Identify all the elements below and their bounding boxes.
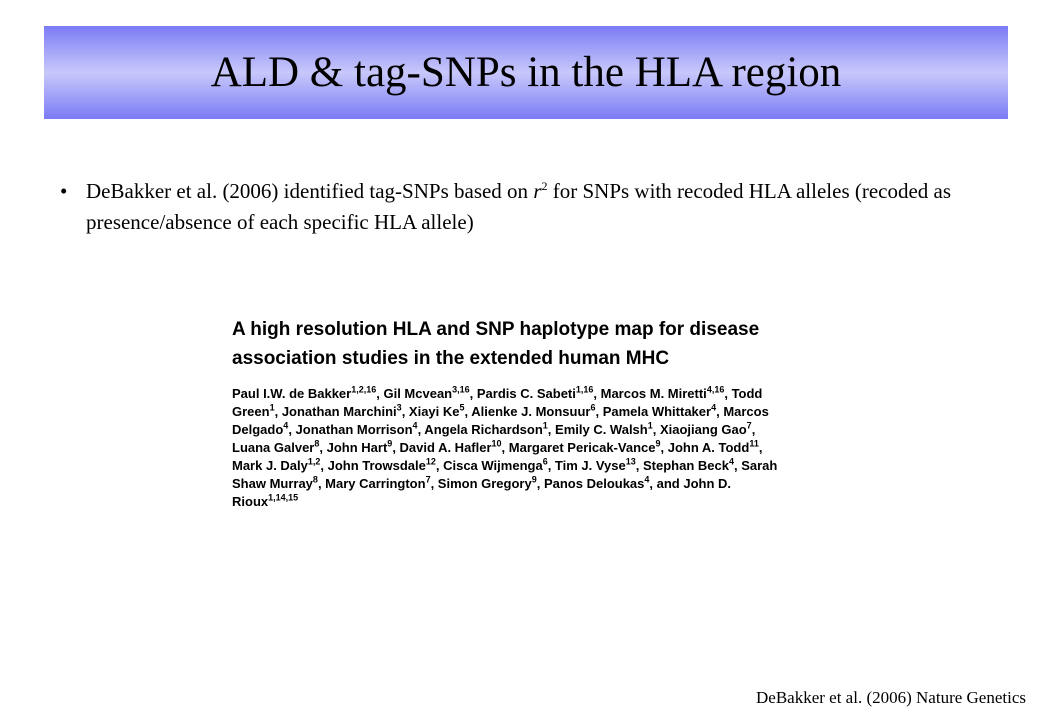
author-name: , Mary Carrington [317, 476, 426, 491]
affiliation-number: 1 [647, 420, 653, 431]
r-symbol: r [533, 179, 542, 203]
paper-title-line: association studies in the extended human MHC [232, 348, 670, 369]
affiliation-number: 13 [625, 456, 636, 467]
affiliation-number: 7 [746, 420, 752, 431]
bullet-point [60, 176, 1000, 238]
affiliation-number: 11 [749, 438, 759, 449]
paper-title [232, 315, 932, 373]
author-line [232, 493, 932, 511]
author-list [232, 385, 932, 511]
author-name: , Jonathan Morrison [288, 422, 413, 437]
affiliation-number: 9 [387, 438, 393, 449]
author-name: , John A. Todd [660, 440, 750, 455]
author-name: , Xiaojiang Gao [652, 422, 747, 437]
affiliation-number: 9 [531, 474, 537, 485]
author-name: Shaw Murray [232, 476, 313, 491]
affiliation-number: 5 [459, 402, 465, 413]
affiliation-number: 9 [655, 438, 661, 449]
author-name: , Tim J. Vyse [547, 458, 626, 473]
affiliation-number: 1,2,16 [351, 384, 377, 395]
author-name: Green [232, 404, 270, 419]
author-name: Rioux [232, 494, 269, 509]
author-name: , Jonathan Marchini [274, 404, 397, 419]
bullet-text-before: DeBakker et al. (2006) identified tag-SNPs based on [86, 179, 534, 203]
affiliation-number: 1,16 [575, 384, 594, 395]
affiliation-number: 6 [590, 402, 596, 413]
author-name: , David A. Hafler [392, 440, 492, 455]
author-name: Paul I.W. de Bakker [232, 386, 352, 401]
affiliation-number: 4 [283, 420, 289, 431]
author-line [232, 421, 932, 439]
author-name: Luana Galver [232, 440, 315, 455]
bullet-symbol: • [60, 179, 68, 203]
affiliation-number: 1 [542, 420, 548, 431]
author-name: Delgado [232, 422, 284, 437]
paper-title-line: A high resolution HLA and SNP haplotype map for disease [232, 319, 760, 340]
affiliation-number: 4 [711, 402, 717, 413]
affiliation-number: 4 [412, 420, 418, 431]
affiliation-number: 10 [491, 438, 502, 449]
author-name: Mark J. Daly [232, 458, 308, 473]
author-name: , Marcos [716, 404, 769, 419]
affiliation-number: 7 [425, 474, 431, 485]
author-name: , and John D. [649, 476, 732, 491]
author-name: , Cisca Wijmenga [435, 458, 543, 473]
affiliation-number: 4 [644, 474, 650, 485]
bullet-text [86, 176, 1000, 238]
affiliation-number: 8 [312, 474, 318, 485]
author-name: , Simon Gregory [430, 476, 532, 491]
author-line [232, 439, 932, 457]
affiliation-number: 1,2 [307, 456, 321, 467]
author-line [232, 403, 932, 421]
author-name: , John Hart [319, 440, 388, 455]
paper-excerpt [232, 315, 932, 511]
author-name: , Pardis C. Sabeti [469, 386, 576, 401]
bullet-text-after: for SNPs with recoded HLA alleles (recoded as presence/absence of each specific HLA allele) [86, 179, 952, 234]
title-bar [44, 26, 1008, 119]
author-name: , Xiayi Ke [401, 404, 460, 419]
affiliation-number: 1,14,15 [268, 492, 299, 503]
affiliation-number: 1 [269, 402, 275, 413]
author-name: , Panos Deloukas [536, 476, 645, 491]
author-name: , [751, 422, 756, 437]
affiliation-number: 8 [314, 438, 320, 449]
citation: DeBakker et al. (2006) Nature Genetics [756, 688, 1026, 707]
author-name: , Emily C. Walsh [547, 422, 648, 437]
affiliation-number: 4,16 [706, 384, 725, 395]
affiliation-number: 3,16 [452, 384, 470, 395]
author-name: , Alienke J. Monsuur [464, 404, 591, 419]
affiliation-number: 4 [728, 456, 734, 467]
author-name: , [758, 440, 763, 455]
author-line [232, 385, 932, 403]
author-name: , Pamela Whittaker [595, 404, 712, 419]
author-name: , John Trowsdale [320, 458, 426, 473]
author-line [232, 475, 932, 493]
author-name: , Marcos M. Miretti [593, 386, 707, 401]
author-name: , Sarah [733, 458, 778, 473]
affiliation-number: 12 [425, 456, 436, 467]
author-name: , Margaret Pericak-Vance [501, 440, 656, 455]
affiliation-number: 3 [396, 402, 402, 413]
slide-title: ALD & tag-SNPs in the HLA region [210, 49, 842, 96]
author-name: , Angela Richardson [417, 422, 543, 437]
affiliation-number: 6 [542, 456, 548, 467]
author-name: , Gil Mcvean [376, 386, 453, 401]
author-name: , Stephan Beck [635, 458, 729, 473]
author-name: , Todd [724, 386, 763, 401]
r-superscript: 2 [541, 179, 548, 193]
author-line [232, 457, 932, 475]
